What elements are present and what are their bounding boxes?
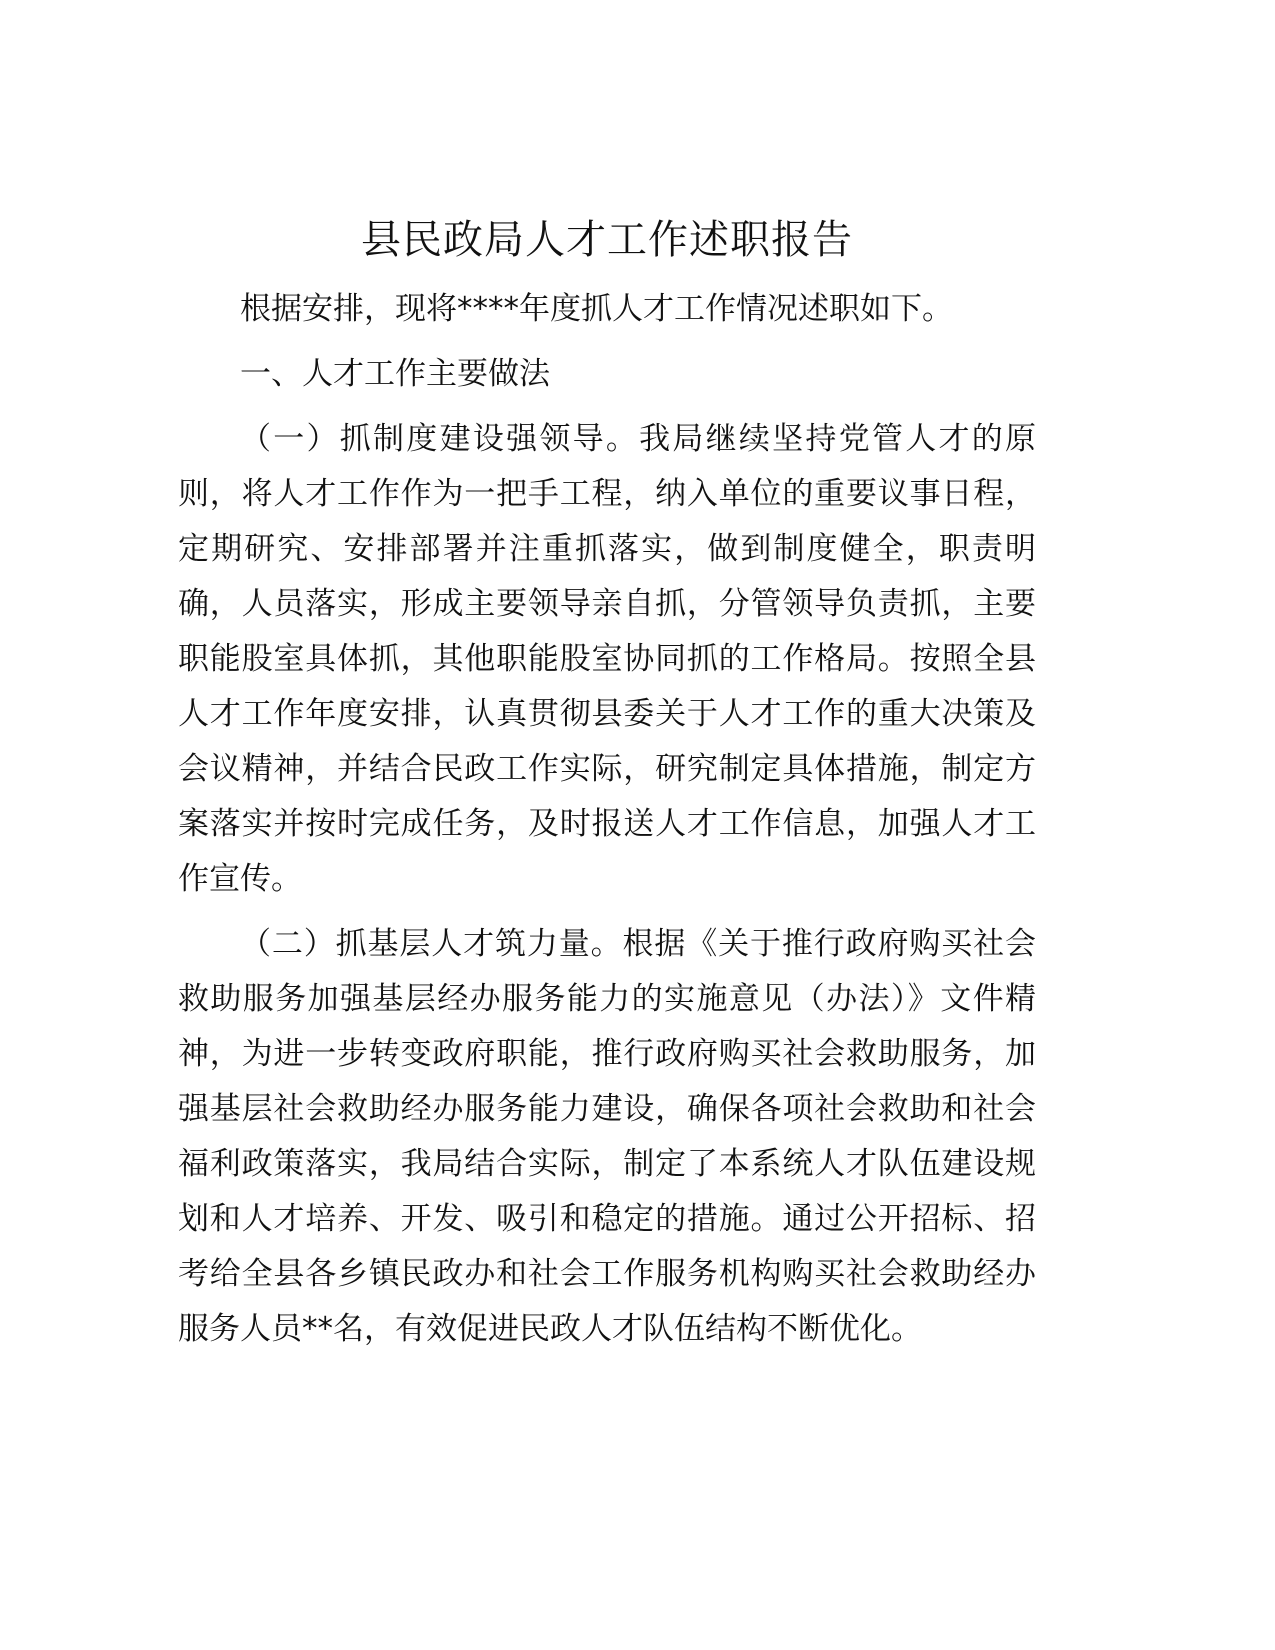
paragraph-institution-building: （一）抓制度建设强领导。我局继续坚持党管人才的原则，将人才工作作为一把手工程，纳入单位的重要议事日程，定期研究、安排部署并注重抓落实，做到制度健全，职责明确，人员落实，形成主要领导亲自抓，分管领导负责抓，主要职能股室具体抓，其他职能股室协同抓的工作格局。按照全县人才工作年度安排，认真贯彻县委关于人才工作的重大决策及会议精神，并结合民政工作实际，研究制定具体措施，制定方案落实并按时完成任务，及时报送人才工作信息，加强人才工作宣传。 — [178, 421, 1036, 897]
document-title: 县民政局人才工作述职报告 — [361, 217, 853, 263]
document-page — [178, 210, 1036, 1367]
section-heading: 一、人才工作主要做法 — [240, 356, 550, 392]
paragraph-grassroots-talent: （二）抓基层人才筑力量。根据《关于推行政府购买社会救助服务加强基层经办服务能力的实施意见（办法）》文件精神，为进一步转变政府职能，推行政府购买社会救助服务，加强基层社会救助经办服务能力建设，确保各项社会救助和社会福利政策落实，我局结合实际，制定了本系统人才队伍建设规划和人才培养、开发、吸引和稳定的措施。通过公开招标、招考给全县各乡镇民政办和社会工作服务机构购买社会救助经办服务人员**名，有效促进民政人才队伍结构不断优化。 — [178, 926, 1036, 1347]
intro-paragraph: 根据安排，现将****年度抓人才工作情况述职如下。 — [240, 291, 953, 327]
